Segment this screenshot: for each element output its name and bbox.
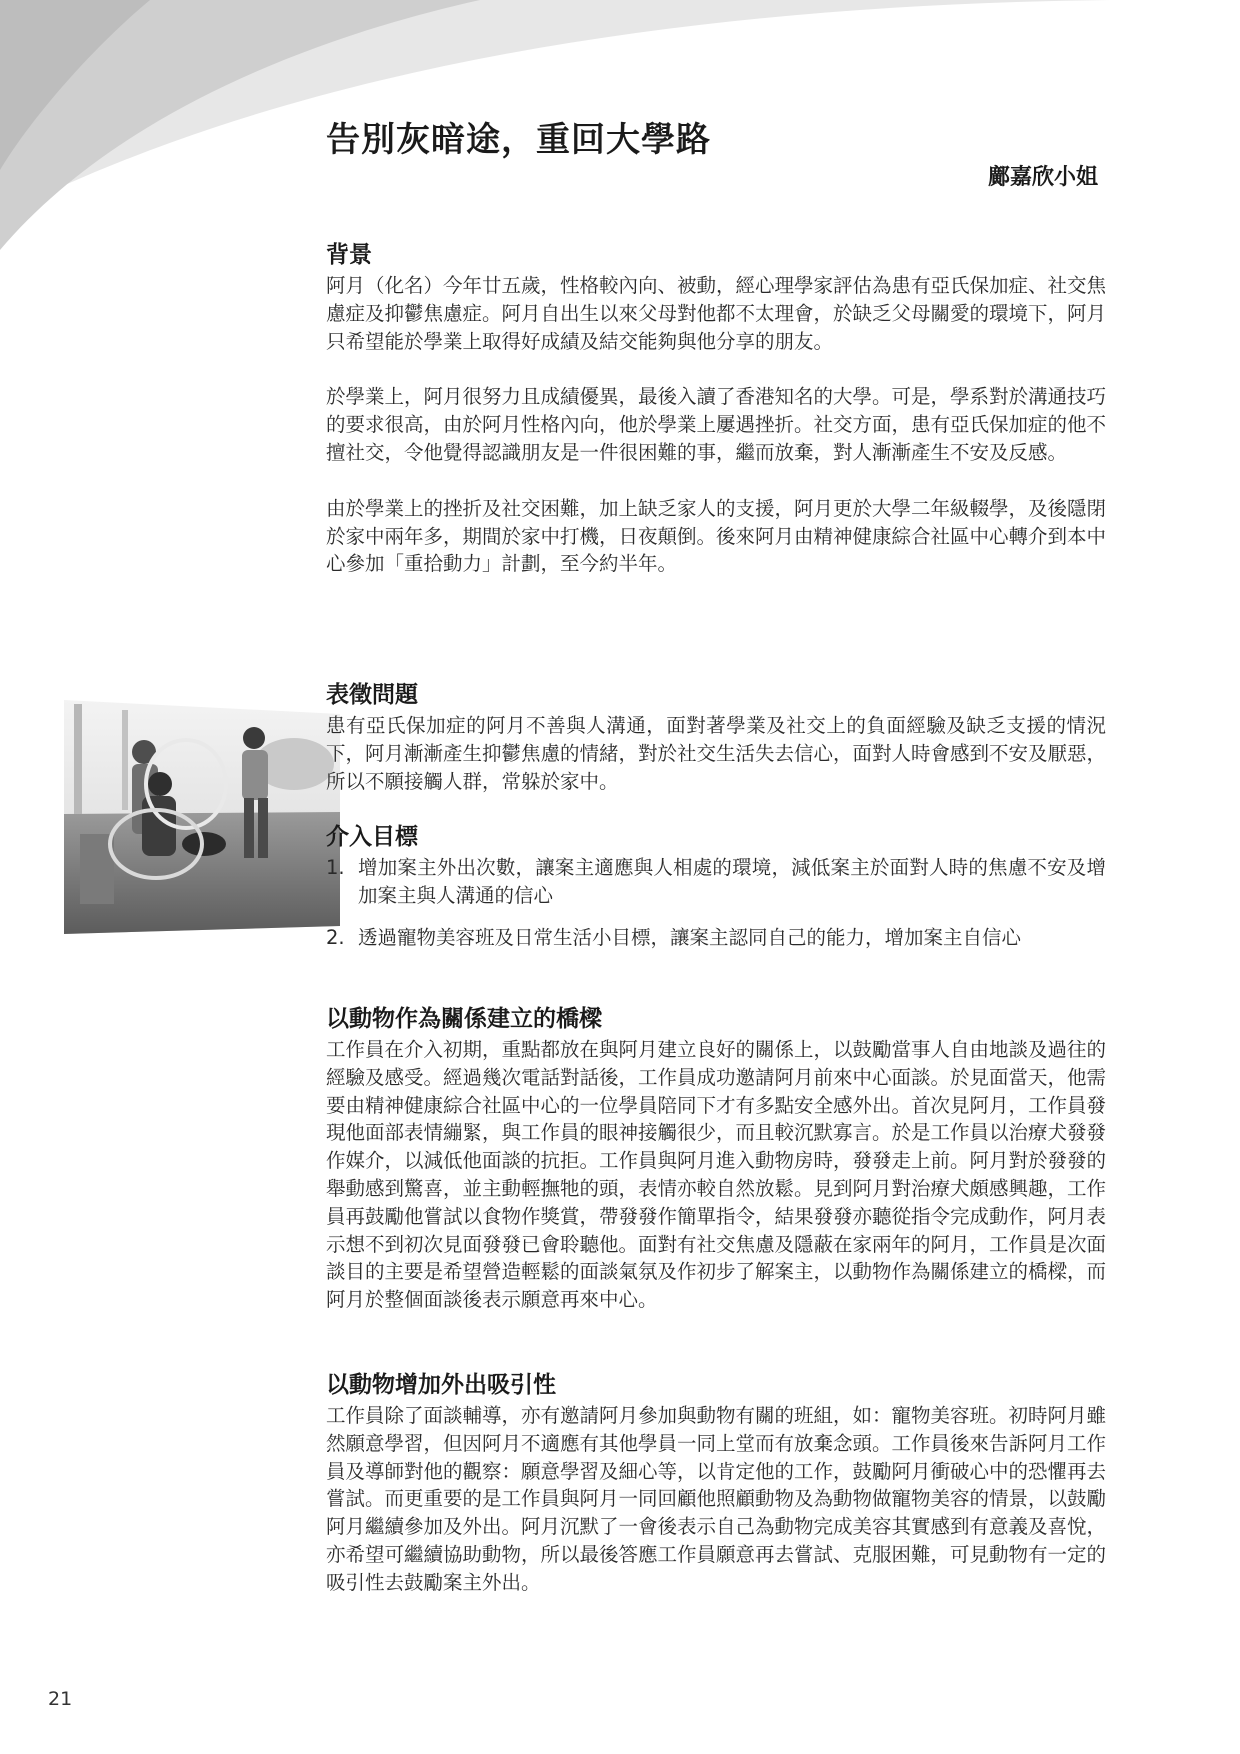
section-heading-background: 背景 (326, 242, 372, 268)
presenting-problem-paragraph: 患有亞氏保加症的阿月不善與人溝通，面對著學業及社交上的負面經驗及缺乏支援的情況下，阿月漸漸產生抑鬱焦慮的情緒，對於社交生活失去信心，面對人時會感到不安及厭惡，所以不願接觸人群，常躲於家中。 (326, 714, 1107, 793)
goals-list (326, 854, 1106, 952)
attraction-paragraph: 工作員除了面談輔導，亦有邀請阿月參加與動物有關的班組，如：寵物美容班。初時阿月雖然願意學習，但因阿月不適應有其他學員一同上堂而有放棄念頭。工作員後來告訴阿月工作員及導師對他的觀察：願意學習及細心等，以肯定他的工作，鼓勵阿月衝破心中的恐懼再去嘗試。而更重要的是工作員與阿月一同回顧他照顧動物及為動物做寵物美容的情景，以鼓勵阿月繼續參加及外出。阿月沉默了一會後表示自己為動物完成美容其實感到有意義及喜悅，亦希望可繼續協助動物，所以最後答應工作員願意再去嘗試、克服困難，可見動物有一定的吸引性去鼓勵案主外出。 (326, 1404, 1107, 1594)
section-heading-presenting-problem: 表徵問題 (326, 682, 418, 708)
list-item (326, 924, 1106, 952)
section-heading-goals: 介入目標 (326, 824, 418, 850)
bridge-paragraph: 工作員在介入初期，重點都放在與阿月建立良好的關係上，以鼓勵當事人自由地談及過往的經驗及感受。經過幾次電話對話後，工作員成功邀請阿月前來中心面談。於見面當天，他需要由精神健康綜合社區中心的一位學員陪同下才有多點安全感外出。首次見阿月，工作員發現他面部表情繃緊，與工作員的眼神接觸很少，而且較沉默寡言。於是工作員以治療犬發發作媒介，以減低他面談的抗拒。工作員與阿月進入動物房時，發發走上前。阿月對於發發的舉動感到驚喜，並主動輕撫牠的頭，表情亦較自然放鬆。見到阿月對治療犬頗感興趣，工作員再鼓勵他嘗試以食物作獎賞，帶發發作簡單指令，結果發發亦聽從指令完成動作，阿月表示想不到初次見面發發已會聆聽他。面對有社交焦慮及隱蔽在家兩年的阿月，工作員是次面談目的主要是希望營造輕鬆的面談氣氛及作初步了解案主，以動物作為關係建立的橋樑，而阿月於整個面談後表示願意再來中心。 (326, 1038, 1107, 1312)
activity-photo (64, 694, 340, 934)
page-number: 21 (48, 1688, 73, 1710)
list-item-number: 1. (326, 856, 345, 879)
section-presenting-problem (326, 680, 1106, 795)
article-title: 告別灰暗途，重回大學路 (326, 120, 711, 160)
background-paragraph-1: 阿月（化名）今年廿五歲，性格較內向、被動，經心理學家評估為患有亞氏保加症、社交焦慮症及抑鬱焦慮症。阿月自出生以來父母對他都不太理會，於缺乏父母關愛的環境下，阿月只希望能於學業上取得好成績及結交能夠與他分享的朋友。 (326, 274, 1107, 353)
section-heading-attraction: 以動物增加外出吸引性 (326, 1372, 556, 1398)
background-paragraph-3: 由於學業上的挫折及社交困難，加上缺乏家人的支援，阿月更於大學二年級輟學，及後隱閉於家中兩年多，期間於家中打機，日夜顛倒。後來阿月由精神健康綜合社區中心轉介到本中心參加「重拾動力」計劃，至今約半年。 (326, 496, 1107, 576)
background-paragraph-2: 於學業上，阿月很努力且成績優異，最後入讀了香港知名的大學。可是，學系對於溝通技巧的要求很高，由於阿月性格內向，他於學業上屢遇挫折。社交方面，患有亞氏保加症的他不擅社交，令他覺得認識朋友是一件很困難的事，繼而放棄，對人漸漸產生不安及反感。 (326, 385, 1107, 464)
section-attraction (326, 1370, 1106, 1597)
list-item-text: 增加案主外出次數，讓案主適應與人相處的環境，減低案主於面對人時的焦慮不安及增加案主與人溝通的信心 (358, 856, 1106, 907)
section-heading-bridge: 以動物作為關係建立的橋樑 (326, 1006, 602, 1032)
list-item-text: 透過寵物美容班及日常生活小目標，讓案主認同自己的能力，增加案主自信心 (358, 926, 1022, 949)
section-background (326, 240, 1106, 578)
section-goals (326, 822, 1106, 952)
author-name: 鄺嘉欣小姐 (987, 165, 1098, 190)
list-item-number: 2. (326, 926, 345, 949)
list-item (326, 854, 1106, 910)
section-bridge (326, 1004, 1106, 1314)
